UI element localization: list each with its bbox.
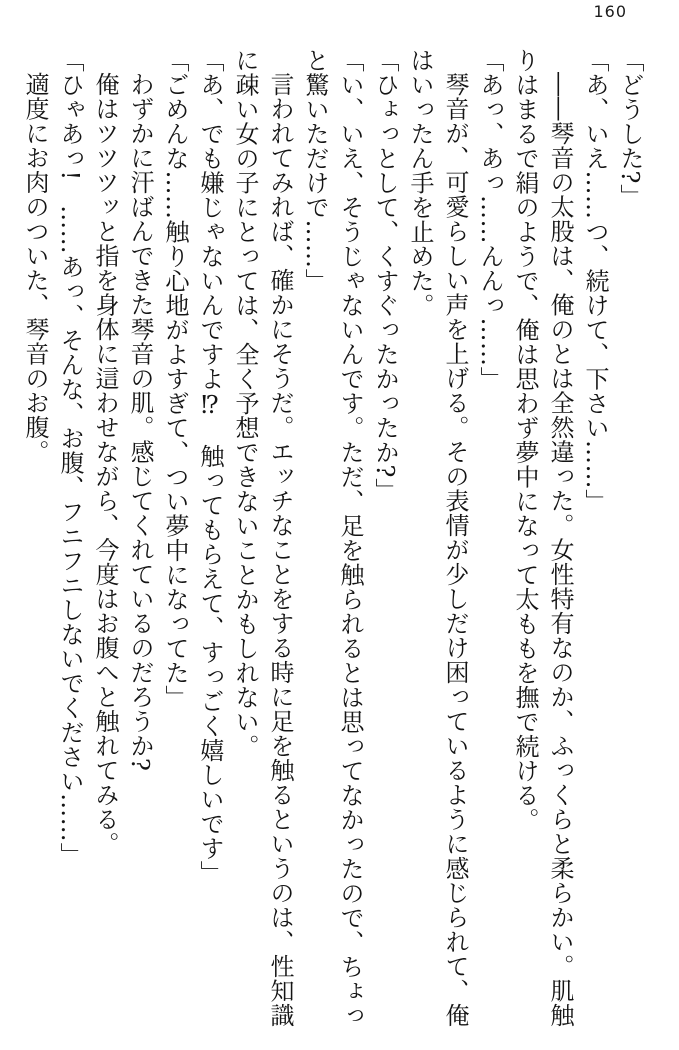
dialogue-line: 「あっ、あっ……んんっ……」 (476, 48, 504, 391)
dialogue-line: 「ひゃあっ! ……あっ、そんな、お腹、フニフニしないでください……」 (56, 48, 84, 867)
dialogue-line: 「あ、いえ……つ、続けて、下さい……」 (581, 48, 609, 514)
dialogue-line: 「あ、でも嫌じゃないんですよ⁉ 触ってもらえて、すっごく嬉しいです」 (196, 48, 224, 885)
dialogue-line: 「い、いえ、そうじゃないんです。ただ、足を触られるとは思ってなかったので、ちょっと驚いただけで……」 (301, 48, 364, 1028)
narration-line: ――琴音の太股は、俺のとは全然違った。女性特有なのか、ふっくらと柔らかい。肌触りはまるで絹のようで、俺は思わず夢中になって太ももを撫で続ける。 (511, 48, 574, 1028)
narration-line: 言われてみれば、確かにそうだ。エッチなことをする時に足を触るというのは、性知識に疎い女の子にとっては、全く予想できないことかもしれない。 (231, 48, 294, 1028)
dialogue-line: 「ごめんな……触り心地がよすぎて、つい夢中になってた」 (161, 48, 189, 710)
narration-line: 琴音が、可愛らしい声を上げる。その表情が少しだけ困っているように感じられて、俺はいったん手を止めた。 (406, 48, 469, 1028)
dialogue-line: 「ひょっとして、くすぐったかったか?」 (371, 48, 399, 503)
novel-text-block (17, 48, 647, 1034)
narration-line: わずかに汗ばんできた琴音の肌。感じてくれているのだろうか? (126, 72, 154, 772)
narration-line: 適度にお肉のついた、琴音のお腹。 (21, 72, 49, 464)
narration-line: 俺はツツツッと指を身体に這わせながら、今度はお腹へと触れてみる。 (91, 72, 119, 856)
dialogue-line: 「どうした?」 (616, 48, 644, 209)
page-number: 160 (593, 2, 627, 21)
